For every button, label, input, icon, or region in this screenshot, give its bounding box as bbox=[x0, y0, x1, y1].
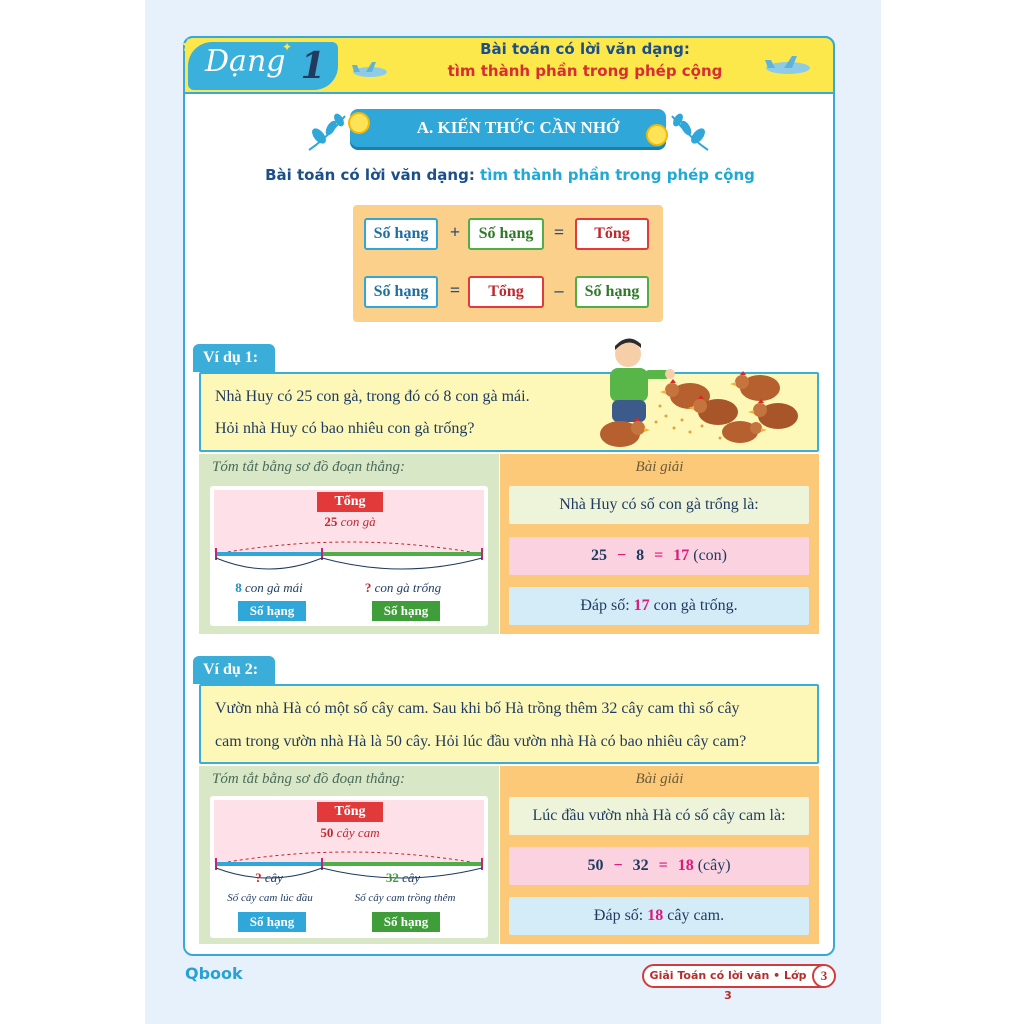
formula-term: Tổng bbox=[575, 218, 649, 250]
example1-right-tag: Số hạng bbox=[372, 601, 440, 621]
calc-operand-b: 32 bbox=[632, 857, 649, 874]
example2-left-number: ? bbox=[255, 870, 262, 885]
formula-operator: – bbox=[554, 280, 564, 300]
formula-term: Tổng bbox=[468, 276, 544, 308]
calc-equals: = bbox=[658, 857, 668, 874]
example2-summary-title: Tóm tắt bằng sơ đồ đoạn thẳng: bbox=[212, 771, 406, 787]
example2-solution-title: Bài giải bbox=[635, 771, 684, 787]
banner-title-line1: Bài toán có lời văn dạng: bbox=[480, 40, 690, 58]
formula-term: Số hạng bbox=[364, 276, 438, 308]
calc-operator: − bbox=[616, 547, 627, 564]
calc-operand-a: 25 bbox=[590, 547, 607, 564]
example1-left-number: 8 bbox=[235, 580, 242, 595]
publisher-logo: Qbook bbox=[185, 964, 243, 983]
calc-equals: = bbox=[654, 547, 664, 564]
example1-calculation bbox=[509, 537, 809, 575]
example2-left-label bbox=[214, 870, 324, 886]
example1-total-number: 25 bbox=[324, 514, 338, 529]
example1-left-tag: Số hạng bbox=[238, 601, 306, 621]
example1-answer bbox=[509, 587, 809, 625]
example2-right-caption: Số cây cam trồng thêm bbox=[354, 892, 456, 904]
answer-number: 17 bbox=[633, 597, 650, 614]
calc-operand-a: 50 bbox=[587, 857, 604, 874]
calc-operator: − bbox=[613, 857, 623, 874]
example1-tab: Ví dụ 1: bbox=[193, 344, 275, 372]
answer-unit: cây cam. bbox=[663, 907, 725, 924]
star-icon: ★ bbox=[180, 35, 197, 55]
example1-summary-title: Tóm tắt bằng sơ đồ đoạn thẳng: bbox=[212, 459, 406, 475]
example2-problem-box bbox=[199, 684, 819, 764]
dang-number: 1 bbox=[300, 45, 326, 87]
calc-unit: (cây) bbox=[693, 857, 731, 874]
calc-unit: (con) bbox=[689, 547, 727, 564]
example1-total-tag: Tổng bbox=[317, 492, 383, 512]
example2-answer bbox=[509, 897, 809, 935]
example2-total-unit: cây cam bbox=[333, 825, 380, 840]
example2-segment-diagram bbox=[210, 838, 488, 898]
example2-line2: cam trong vườn nhà Hà là 50 cây. Hỏi lúc đầu vườn nhà Hà có bao nhiêu cây cam? bbox=[215, 733, 747, 750]
star-icon: ✦ bbox=[282, 40, 293, 54]
section-title: A. KIẾN THỨC CẦN NHỚ bbox=[416, 118, 620, 137]
section-subtitle bbox=[200, 166, 820, 184]
example1-right-label bbox=[328, 580, 478, 596]
footer-book-title: Giải Toán có lời văn • Lớp 3 bbox=[649, 969, 807, 1002]
example1-total-unit: con gà bbox=[337, 514, 376, 529]
formula-term: Số hạng bbox=[364, 218, 438, 250]
subtitle-part1: Bài toán có lời văn dạng: bbox=[265, 166, 475, 184]
example1-left-label bbox=[214, 580, 324, 596]
calc-result: 17 bbox=[673, 547, 690, 564]
example2-left-caption: Số cây cam lúc đầu bbox=[227, 892, 313, 904]
formula-operator: = bbox=[553, 222, 565, 242]
example2-total-tag: Tổng bbox=[317, 802, 383, 822]
example2-right-number: 32 bbox=[385, 870, 399, 885]
formula-term: Số hạng bbox=[575, 276, 649, 308]
banner-title-line2: tìm thành phần trong phép cộng bbox=[447, 62, 723, 80]
example2-total-number: 50 bbox=[320, 825, 334, 840]
calc-result: 18 bbox=[677, 857, 694, 874]
answer-prefix: Đáp số: bbox=[580, 597, 634, 614]
example2-solution-statement: Lúc đầu vườn nhà Hà có số cây cam là: bbox=[509, 797, 809, 835]
answer-prefix: Đáp số: bbox=[593, 907, 648, 924]
calc-operand-b: 8 bbox=[636, 547, 645, 564]
example1-line1: Nhà Huy có 25 con gà, trong đó có 8 con gà mái. bbox=[215, 388, 530, 405]
answer-number: 18 bbox=[647, 907, 664, 924]
formula-operator: = bbox=[449, 280, 461, 300]
formula-term: Số hạng bbox=[468, 218, 544, 250]
subtitle-part2: tìm thành phần trong phép cộng bbox=[474, 166, 755, 184]
dang-label: Dạng bbox=[205, 44, 286, 79]
example2-right-label bbox=[328, 870, 478, 886]
example1-left-unit: con gà mái bbox=[241, 580, 303, 595]
example1-solution-title: Bài giải bbox=[635, 459, 684, 475]
example1-right-number: ? bbox=[364, 580, 372, 595]
boy-feeding-chickens-illustration bbox=[590, 336, 812, 454]
leaf-branch-icon bbox=[305, 110, 349, 154]
formula-operator: + bbox=[449, 222, 461, 242]
example2-left-tag: Số hạng bbox=[238, 912, 306, 932]
answer-unit: con gà trống. bbox=[649, 597, 738, 614]
airplane-icon bbox=[762, 54, 814, 80]
example2-right-unit: cây bbox=[398, 870, 421, 885]
example1-right-unit: con gà trống bbox=[371, 580, 442, 595]
example1-line2: Hỏi nhà Huy có bao nhiêu con gà trống? bbox=[215, 420, 475, 437]
page-number: 3 bbox=[812, 964, 836, 988]
leaf-branch-icon bbox=[668, 110, 712, 154]
example2-line1: Vườn nhà Hà có một số cây cam. Sau khi bố Hà trồng thêm 32 cây cam thì số cây bbox=[215, 700, 740, 717]
example2-right-tag: Số hạng bbox=[372, 912, 440, 932]
example2-tab: Ví dụ 2: bbox=[193, 656, 275, 684]
example1-solution-statement: Nhà Huy có số con gà trống là: bbox=[509, 486, 809, 524]
example2-left-unit: cây bbox=[261, 870, 283, 885]
airplane-icon bbox=[350, 60, 390, 82]
example2-calculation bbox=[509, 847, 809, 885]
